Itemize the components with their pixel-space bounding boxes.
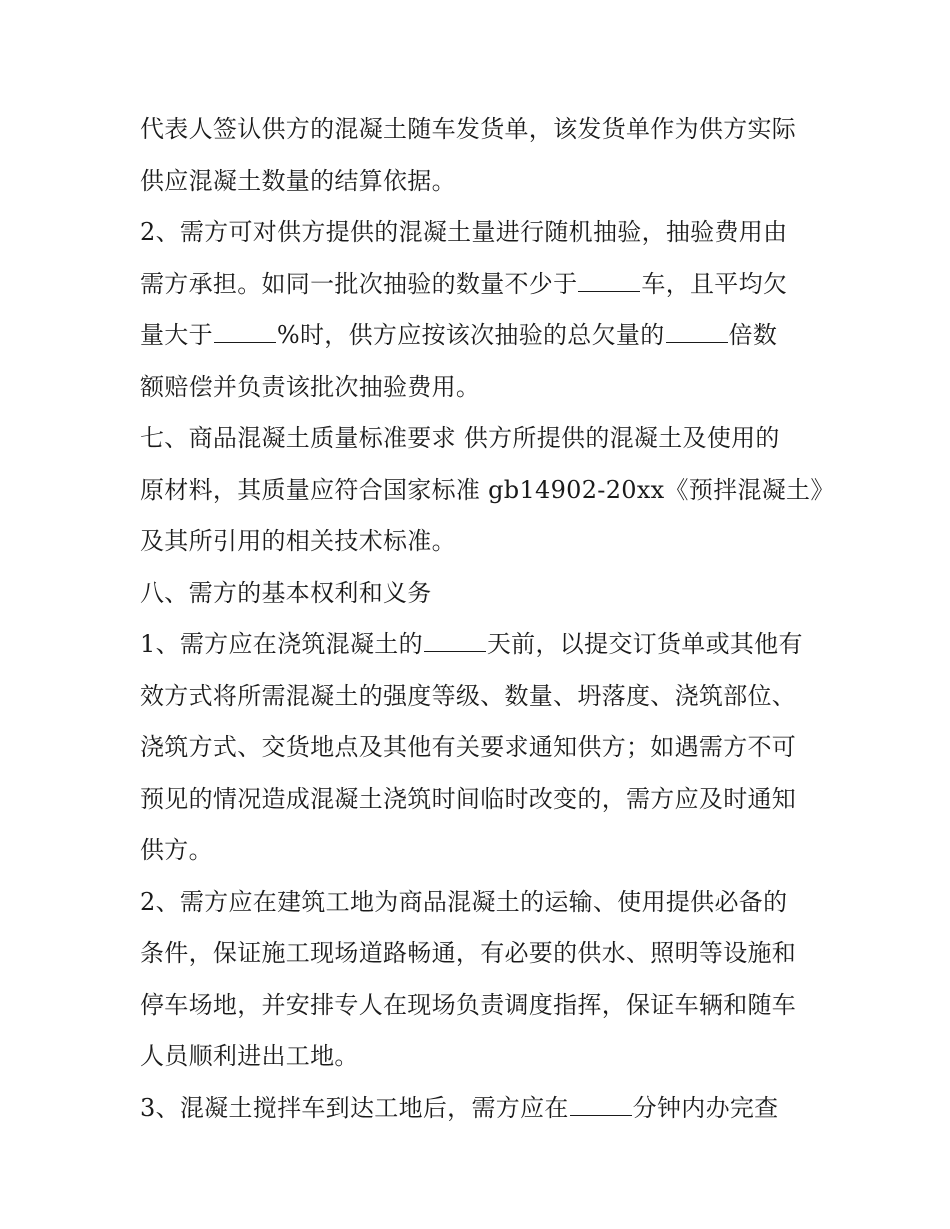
text-run: 八、需方的基本权利和义务 [140,578,432,607]
text-line [140,774,820,826]
text-line [140,516,820,568]
text-line [140,877,820,929]
text-run: 浇筑方式、交货地点及其他有关要求通知供方；如遇需方不可 [140,733,797,761]
text-run: 2、需方可对供方提供的混凝土量进行随机抽验，抽验费用由 [140,218,788,246]
text-line [140,1083,820,1135]
text-run: 停车场地，并安排专人在现场负责调度指挥，保证车辆和随车 [140,990,797,1019]
text-run: 效方式将所需混凝土的强度等级、数量、坍落度、浇筑部位、 [140,681,797,710]
text-line [140,825,820,877]
fill-in-blank-trucks[interactable] [578,265,640,292]
text-run: 车，且平均欠 [641,269,788,298]
paragraph-signing [140,104,820,207]
text-run: 代表人签认供方的混凝土随车发货单，该发货单作为供方实际 [140,115,797,143]
text-run: 分钟内办完查 [632,1093,779,1122]
text-line [140,671,820,723]
text-run: 2、需方应在建筑工地为商品混凝土的运输、使用提供必备的 [140,887,788,916]
text-run: 需方承担。如同一批次抽验的数量不少于 [140,269,578,298]
paragraph-sampling [140,207,820,413]
text-run: 供方。 [140,836,213,864]
text-run: 及其所引用的相关技术标准。 [140,527,456,555]
text-run: 额赔偿并负责该批次抽验费用。 [140,372,481,401]
text-run: 量大于 [140,321,213,349]
text-line [140,980,820,1032]
text-run: 1、需方应在浇筑混凝土的 [140,630,423,658]
paragraph-site-conditions [140,877,820,1083]
text-line [140,156,820,208]
text-run: 天前，以提交订货单或其他有 [486,630,803,658]
text-line [140,310,820,362]
text-run: 预见的情况造成混凝土浇筑时间临时改变的，需方应及时通知 [140,784,797,813]
text-run: 条件，保证施工现场道路畅通，有必要的供水、照明等设施和 [140,939,797,967]
text-line [140,1031,820,1083]
text-line [140,104,820,156]
paragraph-order-notice [140,619,820,877]
section-heading-8 [140,568,820,620]
text-run: 倍数 [728,321,778,349]
text-run: 人员顺利进出工地。 [140,1042,359,1070]
paragraph-heading-8 [140,568,820,620]
text-line [140,259,820,311]
text-run: 3、混凝土搅拌车到达工地后，需方应在 [140,1093,569,1122]
text-line [140,619,820,671]
text-line [140,928,820,980]
text-run: 原材料，其质量应符合国家标准 gb14902-20xx《预拌混凝土》 [140,475,835,504]
fill-in-blank-minutes[interactable] [570,1089,632,1116]
text-line [140,722,820,774]
fill-in-blank-multiple[interactable] [666,316,728,343]
section-heading-7 [140,413,820,465]
text-line [140,207,820,259]
text-line [140,465,835,517]
text-run: %时，供方应按该次抽验的总欠量的 [276,321,665,349]
paragraph-quality-standard [140,413,835,568]
paragraph-truck-arrival [140,1083,820,1135]
document-body [140,104,835,1134]
text-run: 七、商品混凝土质量标准要求 供方所提供的混凝土及使用的 [140,424,780,452]
text-line [140,362,820,414]
text-run: 供应混凝土数量的结算依据。 [140,166,456,195]
fill-in-blank-percent[interactable] [214,316,276,343]
fill-in-blank-days[interactable] [424,625,486,652]
